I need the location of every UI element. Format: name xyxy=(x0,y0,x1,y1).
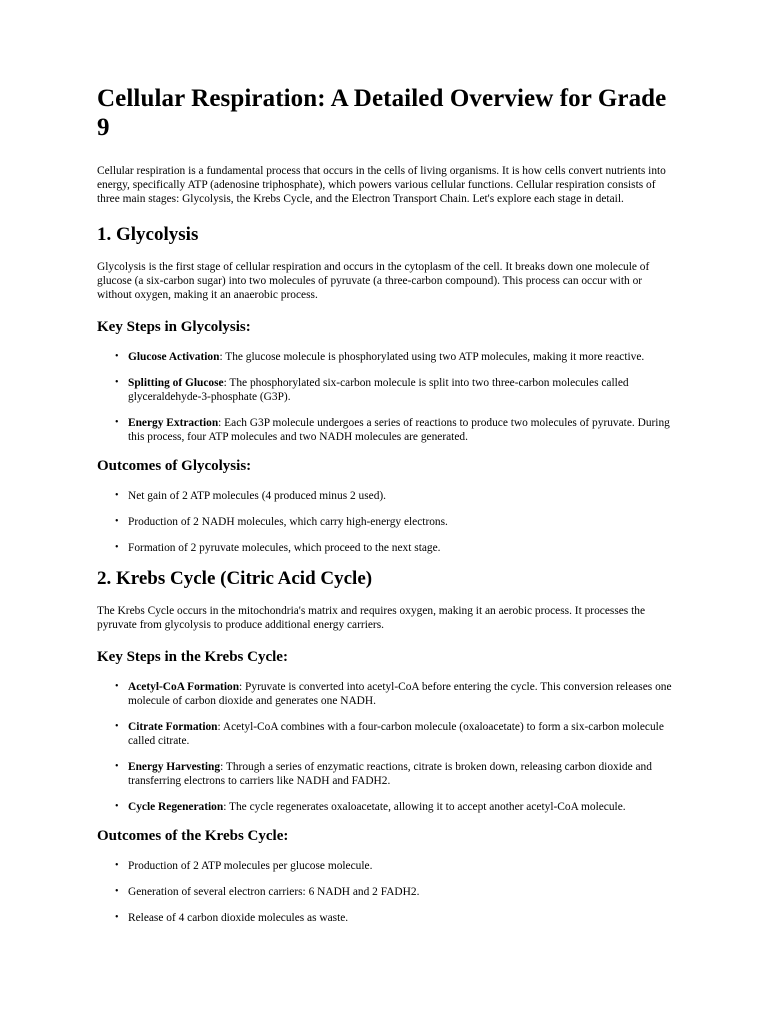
subheading-krebs-key-steps: Key Steps in the Krebs Cycle: xyxy=(97,649,288,665)
list-item xyxy=(97,489,675,503)
step-text: : The cycle regenerates oxaloacetate, allowing it to accept another acetyl-CoA molecule. xyxy=(223,801,626,813)
krebs-outcomes-list xyxy=(97,859,675,925)
list-item xyxy=(97,376,675,404)
bullet-icon: • xyxy=(115,886,119,897)
bullet-icon: • xyxy=(115,516,119,527)
list-item xyxy=(97,885,675,899)
list-item xyxy=(97,859,675,873)
bullet-icon: • xyxy=(115,542,119,553)
krebs-paragraph: The Krebs Cycle occurs in the mitochondria's matrix and requires oxygen, making it an aerobic process. It processes the pyruvate from glycolysis to produce additional energy carriers. xyxy=(97,605,646,631)
outcome-text: Release of 4 carbon dioxide molecules as waste. xyxy=(128,912,349,924)
list-item xyxy=(97,800,675,814)
list-item xyxy=(97,911,675,925)
step-text: : The phosphorylated six-carbon molecule is split into two three-carbon molecules called glyceraldehyde-3-phosphate (G3P). xyxy=(128,377,629,403)
outcome-text: Generation of several electron carriers: 6 NADH and 2 FADH2. xyxy=(128,886,420,898)
list-item xyxy=(97,720,675,748)
page-title: Cellular Respiration: A Detailed Overview for Grade 9 xyxy=(97,85,667,141)
document-page xyxy=(97,84,675,938)
outcome-text: Net gain of 2 ATP molecules (4 produced minus 2 used). xyxy=(128,490,387,502)
bullet-icon: • xyxy=(115,351,119,362)
section-heading-glycolysis: 1. Glycolysis xyxy=(97,224,199,245)
step-text: : Pyruvate is converted into acetyl-CoA before entering the cycle. This conversion releases one molecule of carbon dioxide and generates one NADH. xyxy=(128,681,672,707)
section-heading-krebs: 2. Krebs Cycle (Citric Acid Cycle) xyxy=(97,568,373,589)
step-text: : Each G3P molecule undergoes a series of reactions to produce two molecules of pyruvate. During this process, four ATP molecules and two NADH molecules are generated. xyxy=(128,417,670,443)
bullet-icon: • xyxy=(115,490,119,501)
step-term: Cycle Regeneration xyxy=(128,801,224,813)
bullet-icon: • xyxy=(115,377,119,388)
step-term: Energy Harvesting xyxy=(128,761,221,773)
step-text: : The glucose molecule is phosphorylated using two ATP molecules, making it more reactive. xyxy=(219,351,645,363)
outcome-text: Production of 2 NADH molecules, which carry high-energy electrons. xyxy=(128,516,448,528)
krebs-key-steps-list xyxy=(97,680,675,814)
bullet-icon: • xyxy=(115,912,119,923)
step-term: Glucose Activation xyxy=(128,351,220,363)
list-item xyxy=(97,760,675,788)
list-item xyxy=(97,350,675,364)
bullet-icon: • xyxy=(115,681,119,692)
step-text: : Acetyl-CoA combines with a four-carbon molecule (oxaloacetate) to form a six-carbon molecule called citrate. xyxy=(128,721,664,747)
step-term: Splitting of Glucose xyxy=(128,377,224,389)
intro-paragraph: Cellular respiration is a fundamental process that occurs in the cells of living organisms. It is how cells convert nutrients into energy, specifically ATP (adenosine triphosphate), which powers various cellular functions. Cellular respiration consists of three main stages: Glycolysis, the Krebs Cycle, and the Electron Transport Chain. Let's explore each stage in detail. xyxy=(97,165,666,205)
subheading-krebs-outcomes: Outcomes of the Krebs Cycle: xyxy=(97,828,289,844)
glycolysis-paragraph: Glycolysis is the first stage of cellular respiration and occurs in the cytoplasm of the cell. It breaks down one molecule of glucose (a six-carbon sugar) into two molecules of pyruvate (a three-carbon compound). This process can occur with or without oxygen, making it an anaerobic process. xyxy=(97,261,650,301)
outcome-text: Formation of 2 pyruvate molecules, which proceed to the next stage. xyxy=(128,542,441,554)
subheading-glycolysis-key-steps: Key Steps in Glycolysis: xyxy=(97,319,251,335)
bullet-icon: • xyxy=(115,417,119,428)
section-glycolysis xyxy=(97,224,675,555)
outcome-text: Production of 2 ATP molecules per glucose molecule. xyxy=(128,860,373,872)
list-item xyxy=(97,515,675,529)
subheading-glycolysis-outcomes: Outcomes of Glycolysis: xyxy=(97,458,252,474)
bullet-icon: • xyxy=(115,721,119,732)
step-term: Citrate Formation xyxy=(128,721,218,733)
section-krebs-cycle xyxy=(97,568,675,925)
glycolysis-outcomes-list xyxy=(97,489,675,555)
step-term: Energy Extraction xyxy=(128,417,219,429)
glycolysis-key-steps-list xyxy=(97,350,675,444)
step-term: Acetyl-CoA Formation xyxy=(128,681,240,693)
list-item xyxy=(97,416,675,444)
bullet-icon: • xyxy=(115,801,119,812)
bullet-icon: • xyxy=(115,860,119,871)
step-text: : Through a series of enzymatic reactions, citrate is broken down, releasing carbon dioxide and transferring electrons to carriers like NADH and FADH2. xyxy=(128,761,652,787)
bullet-icon: • xyxy=(115,761,119,772)
list-item xyxy=(97,680,675,708)
list-item xyxy=(97,541,675,555)
